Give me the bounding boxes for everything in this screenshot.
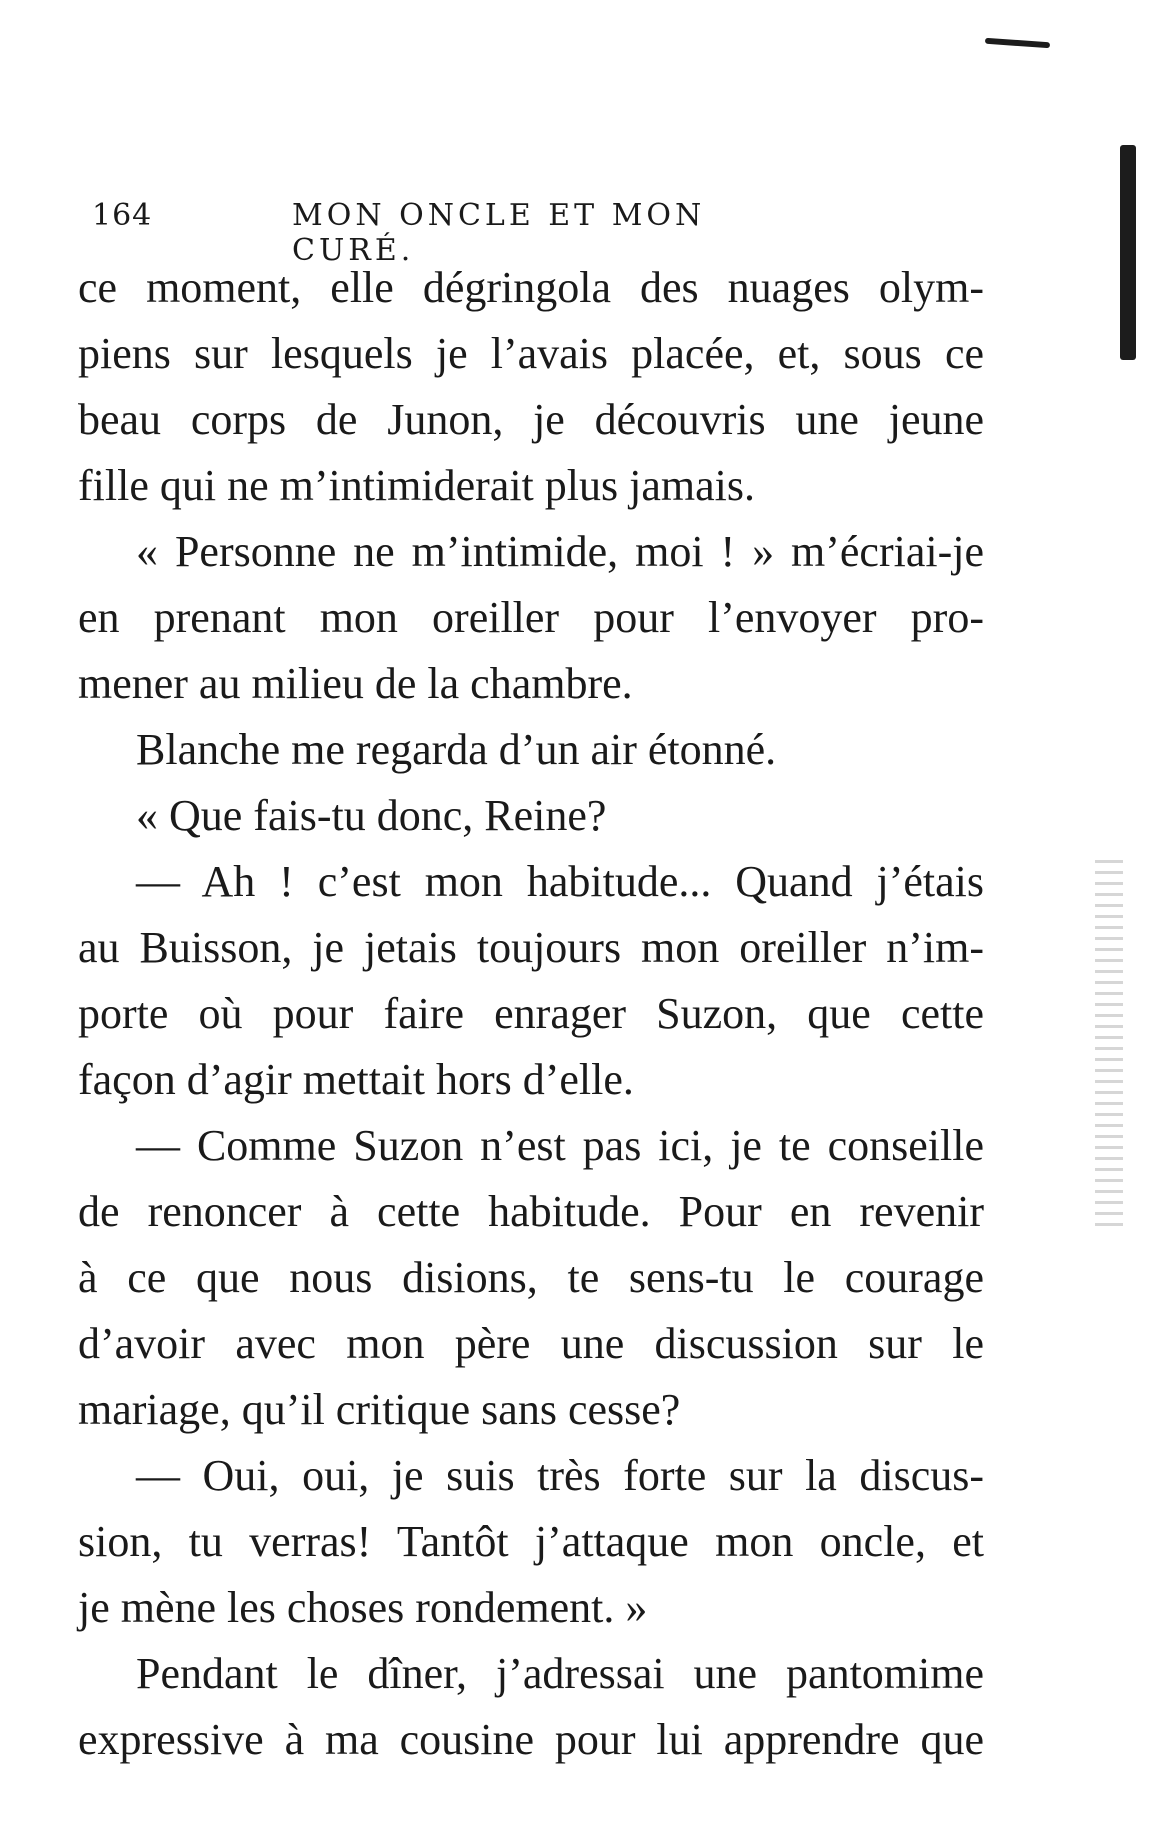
text-line: mariage, qu’il critique sans cesse? bbox=[78, 1385, 681, 1434]
text-line: mener au milieu de la chambre. bbox=[78, 659, 633, 708]
text-line: « Personne ne m’intimide, moi ! » m’écriai-je bbox=[136, 527, 984, 576]
text-line: « Que fais-tu donc, Reine? bbox=[136, 791, 607, 840]
text-line: piens sur lesquels je l’avais placée, et, sous ce bbox=[78, 329, 984, 378]
text-line: Pendant le dîner, j’adressai une pantomime bbox=[136, 1649, 984, 1698]
scan-artifact-specks bbox=[1095, 860, 1123, 1230]
text-line: — Comme Suzon n’est pas ici, je te conseille bbox=[136, 1121, 984, 1170]
text-line: fille qui ne m’intimiderait plus jamais. bbox=[78, 461, 755, 510]
text-line: — Oui, oui, je suis très forte sur la discus- bbox=[136, 1451, 984, 1500]
text-line: beau corps de Junon, je découvris une jeune bbox=[78, 395, 984, 444]
text-line: d’avoir avec mon père une discussion sur le bbox=[78, 1319, 984, 1368]
text-line: de renoncer à cette habitude. Pour en revenir bbox=[78, 1187, 984, 1236]
text-line: à ce que nous disions, te sens-tu le courage bbox=[78, 1253, 984, 1302]
text-line: Blanche me regarda d’un air étonné. bbox=[136, 725, 777, 774]
text-line: je mène les choses rondement. » bbox=[78, 1583, 648, 1632]
text-line: sion, tu verras! Tantôt j’attaque mon oncle, et bbox=[78, 1517, 984, 1566]
page-number: 164 bbox=[92, 198, 153, 233]
text-line: façon d’agir mettait hors d’elle. bbox=[78, 1055, 634, 1104]
text-line: au Buisson, je jetais toujours mon oreiller n’im- bbox=[78, 923, 984, 972]
text-line: en prenant mon oreiller pour l’envoyer pro- bbox=[78, 593, 984, 642]
running-title: MON ONCLE ET MON CURÉ. bbox=[292, 198, 706, 268]
text-line: expressive à ma cousine pour lui apprendre que bbox=[78, 1715, 984, 1764]
scan-artifact-edge-bar bbox=[1120, 145, 1136, 360]
text-line: — Ah ! c’est mon habitude... Quand j’étais bbox=[136, 857, 984, 906]
text-line: ce moment, elle dégringola des nuages olym- bbox=[78, 263, 984, 312]
text-line: porte où pour faire enrager Suzon, que cette bbox=[78, 989, 984, 1038]
